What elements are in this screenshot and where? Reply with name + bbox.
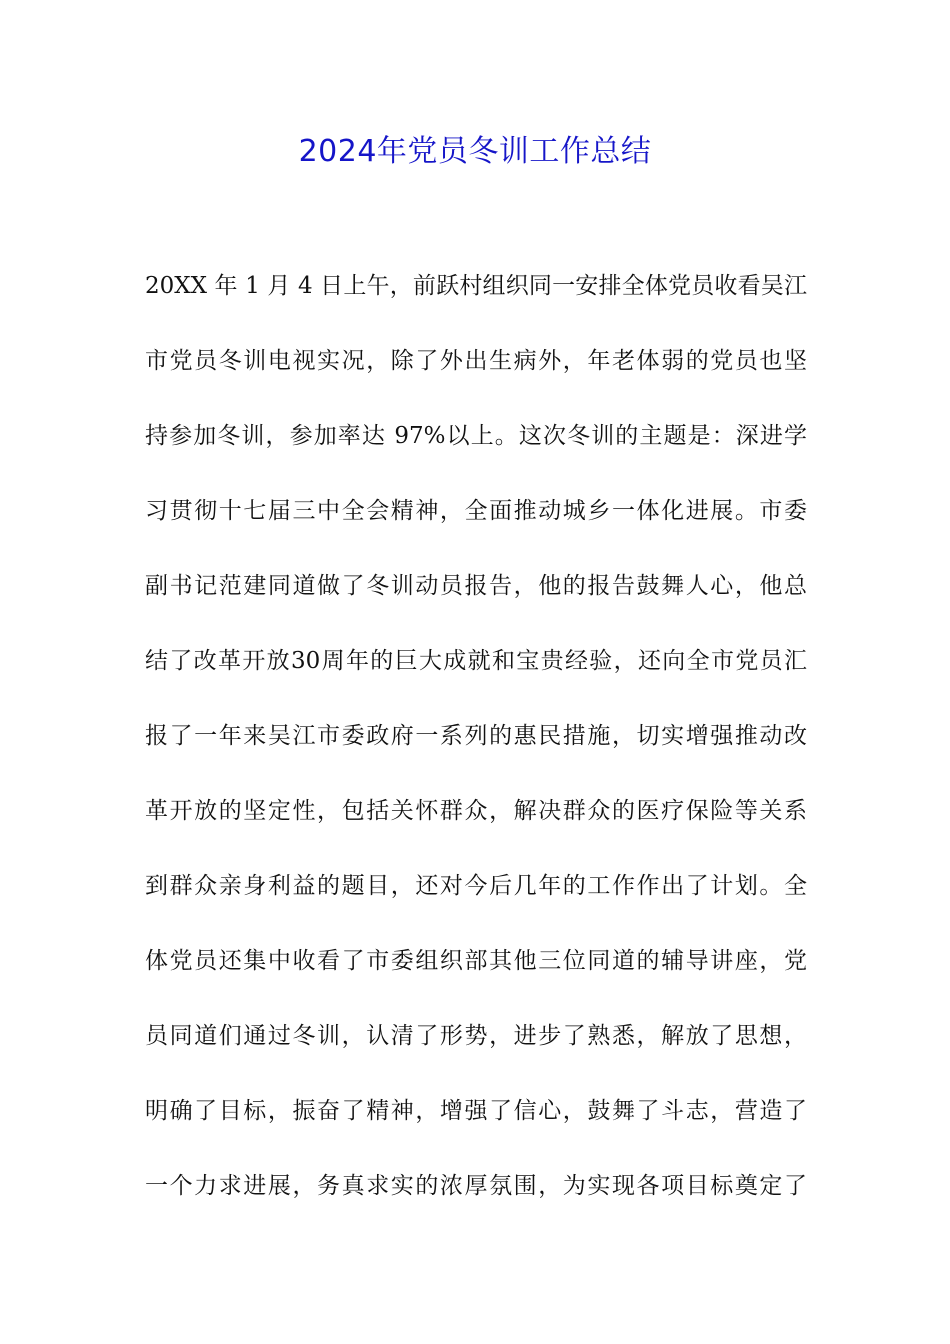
body-line: 20XX 年 1 月 4 日上午，前跃村组织同一安排全体党员收看吴江 (145, 273, 807, 299)
body-line: 报了一年来吴江市委政府一系列的惠民措施，切实增强推动改 (145, 723, 807, 749)
body-line: 习贯彻十七届三中全会精神，全面推动城乡一体化进展。市委 (145, 498, 807, 524)
body-line: 体党员还集中收看了市委组织部其他三位同道的辅导讲座，党 (145, 948, 807, 974)
body-line: 持参加冬训，参加率达 97%以上。这次冬训的主题是：深进学 (145, 423, 807, 449)
body-line: 员同道们通过冬训，认清了形势，进步了熟悉，解放了思想， (145, 1023, 807, 1049)
body-line: 副书记范建同道做了冬训动员报告，他的报告鼓舞人心，他总 (145, 573, 807, 599)
document-title: 2024年党员冬训工作总结 (298, 134, 652, 169)
body-line: 市党员冬训电视实况，除了外出生病外，年老体弱的党员也坚 (145, 348, 807, 374)
body-line: 革开放的坚定性，包括关怀群众，解决群众的医疗保险等关系 (145, 798, 807, 824)
body-line: 结了改革开放30周年的巨大成就和宝贵经验，还向全市党员汇 (145, 648, 807, 674)
body-line: 到群众亲身利益的题目，还对今后几年的工作作出了计划。全 (145, 873, 807, 899)
body-line: 一个力求进展，务真求实的浓厚氛围，为实现各项目标奠定了 (145, 1173, 807, 1199)
body-line: 明确了目标，振奋了精神，增强了信心，鼓舞了斗志，营造了 (145, 1098, 807, 1124)
